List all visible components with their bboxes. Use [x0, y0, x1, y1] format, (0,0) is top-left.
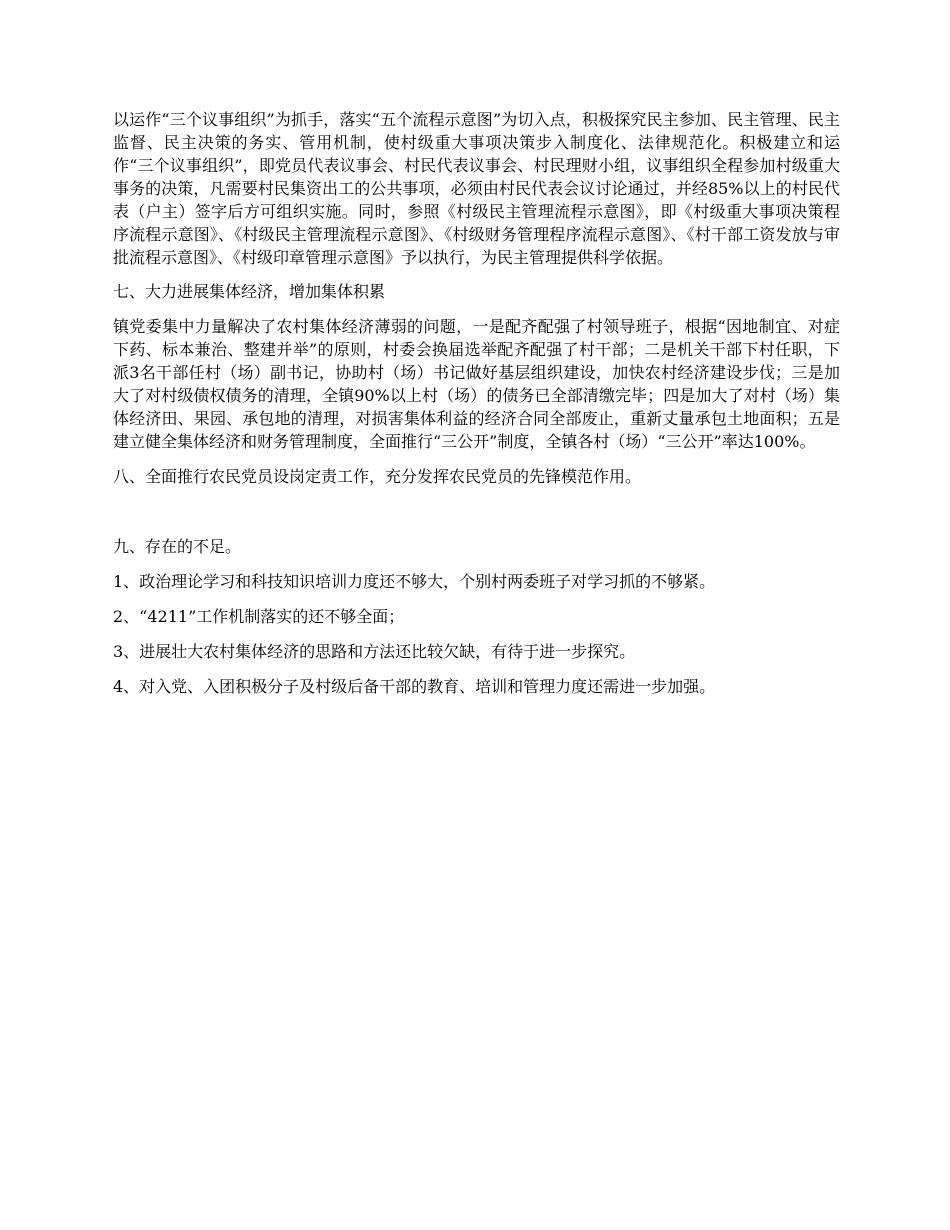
list-item-shortcoming-3: 3、进展壮大农村集体经济的思路和方法还比较欠缺，有待于进一步探究。	[113, 642, 636, 661]
paragraph-democratic-management: 以运作“三个议事组织”为抓手，落实“五个流程示意图”为切入点，积极探究民主参加、民主管理、民主监督、民主决策的务实、管用机制，使村级重大事项决策步入制度化、法律规范化。积极建立和运作“三个议事组织”，即党员代表议事会、村民代表议事会、村民理财小组，议事组织全程参加村级重大事务的决策，凡需要村民集资出工的公共事项，必须由村民代表会议讨论通过，并经85%以上的村民代表（户主）签字后方可组织实施。同时，参照《村级民主管理流程示意图》，即《村级重大事项决策程序流程示意图》、《村级民主管理流程示意图》、《村级财务管理程序流程示意图》、《村干部工资发放与审批流程示意图》、《村级印章管理示意图》予以执行，为民主管理提供科学依据。	[113, 110, 840, 267]
document-body	[113, 108, 840, 698]
list-item-shortcoming-2: 2、“4211”工作机制落实的还不够全面；	[113, 607, 405, 626]
list-item-shortcoming-4: 4、对入党、入团积极分子及村级后备干部的教育、培训和管理力度还需进一步加强。	[113, 677, 716, 696]
heading-shortcomings: 九、存在的不足。	[113, 537, 242, 556]
heading-collective-economy: 七、大力进展集体经济，增加集体积累	[113, 282, 386, 301]
paragraph-collective-economy: 镇党委集中力量解决了农村集体经济薄弱的问题，一是配齐配强了村领导班子，根据“因地制宜、对症下药、标本兼治、整建并举”的原则，村委会换届选举配齐配强了村干部；二是机关干部下村任职，下派3名干部任村（场）副书记，协助村（场）书记做好基层组织建设，加快农村经济建设步伐；三是加大了对村级债权债务的清理，全镇90%以上村（场）的债务已全部清缴完毕；四是加大了对村（场）集体经济田、果园、承包地的清理，对损害集体利益的经济合同全部废止，重新丈量承包土地面积；五是建立健全集体经济和财务管理制度，全面推行“三公开”制度，全镇各村（场）“三公开”率达100%。	[113, 317, 840, 451]
list-item-shortcoming-1: 1、政治理论学习和科技知识培训力度还不够大，个别村两委班子对学习抓的不够紧。	[113, 572, 716, 591]
heading-party-member-posts: 八、全面推行农民党员设岗定责工作，充分发挥农民党员的先锋模范作用。	[113, 467, 642, 486]
